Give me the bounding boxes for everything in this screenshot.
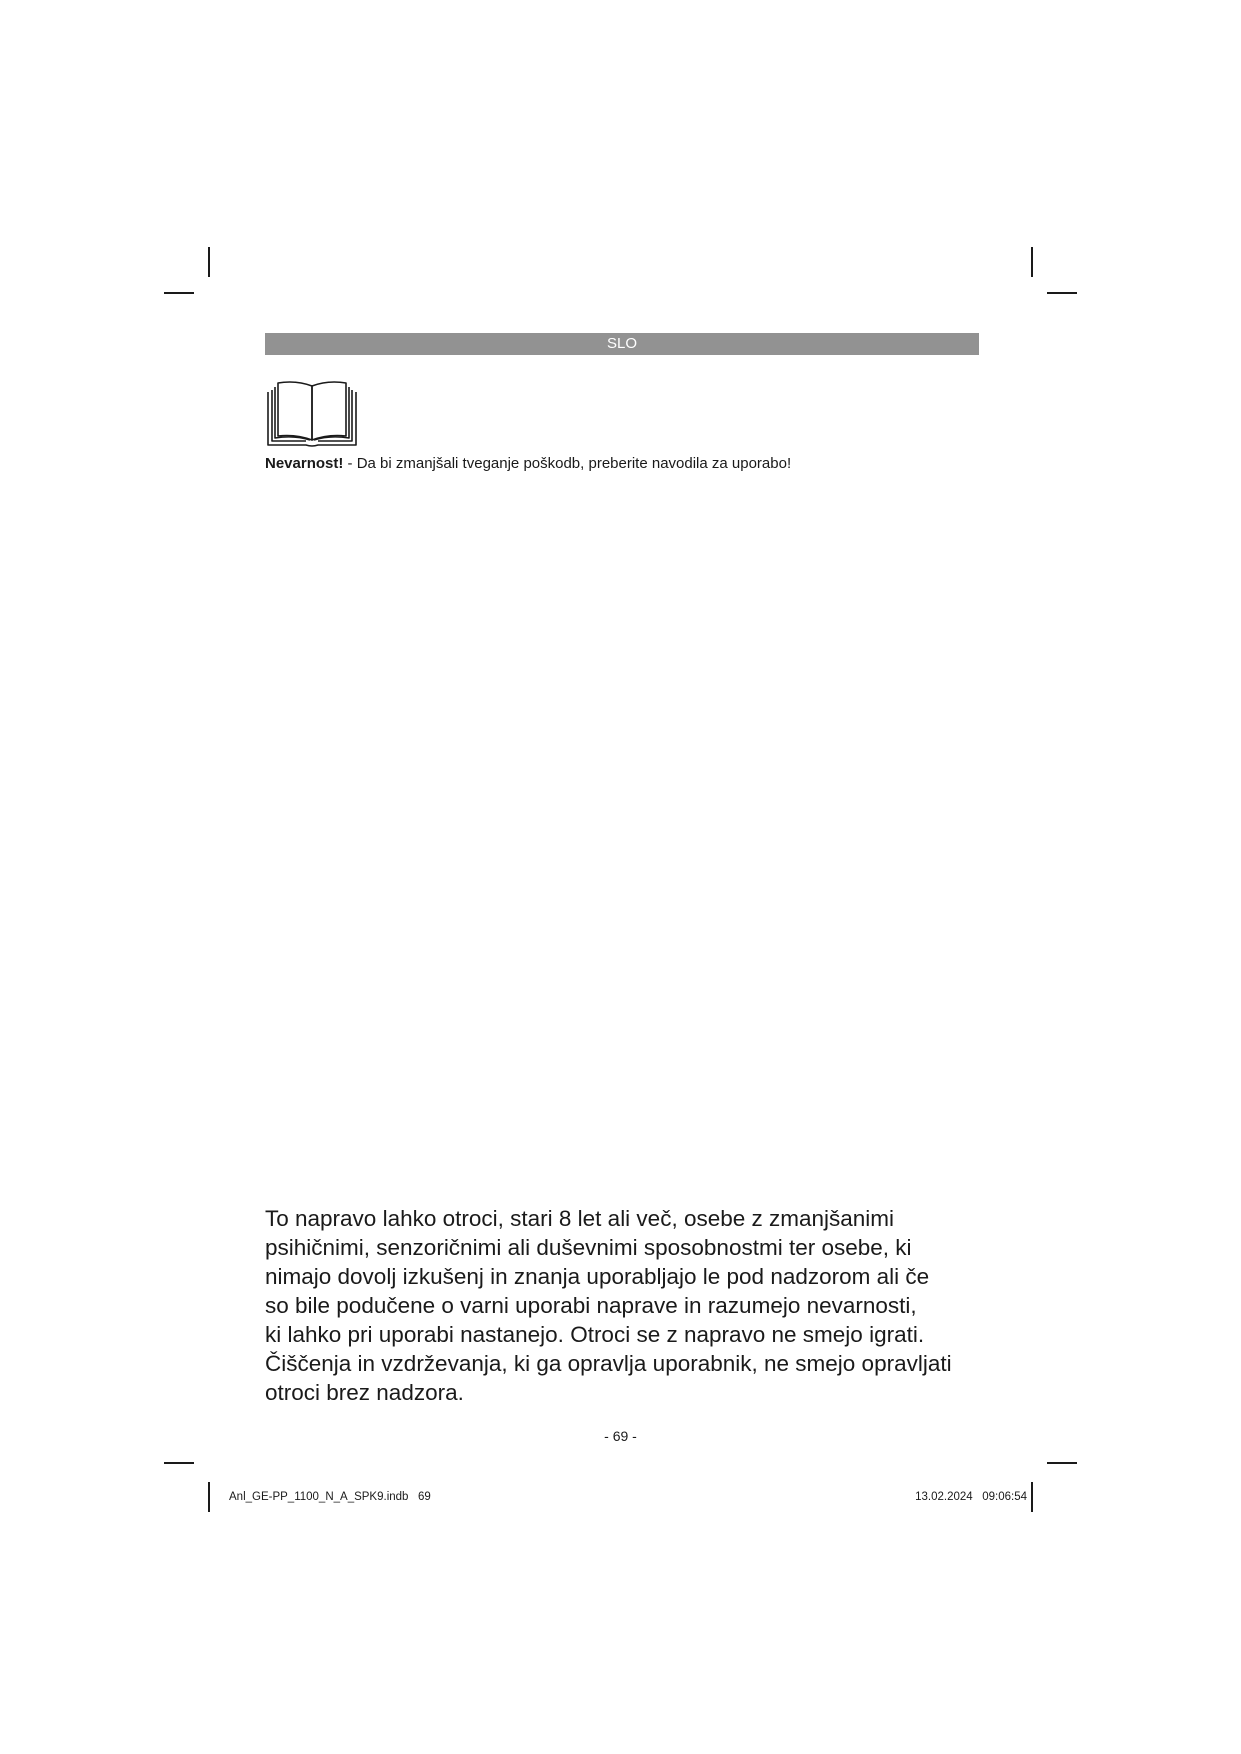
paragraph-line: Čiščenja in vzdrževanja, ki ga opravlja uporabnik, ne smejo opravljati — [265, 1351, 952, 1376]
crop-mark-top-right-vertical — [1031, 247, 1033, 277]
paragraph-line: otroci brez nadzora. — [265, 1380, 464, 1405]
book-icon — [266, 380, 358, 447]
danger-warning — [265, 454, 791, 474]
crop-mark-top-left-vertical — [208, 247, 210, 277]
warning-text: - Da bi zmanjšali tveganje poškodb, preberite navodila za uporabo! — [343, 455, 792, 472]
crop-mark-bottom-right-horizontal — [1047, 1462, 1077, 1464]
crop-mark-bottom-right-vertical — [1031, 1482, 1033, 1512]
crop-mark-bottom-left-horizontal — [164, 1462, 194, 1464]
crop-mark-bottom-left-vertical — [208, 1482, 210, 1512]
safety-paragraph — [265, 1204, 985, 1407]
footer-timestamp: 13.02.2024 09:06:54 — [915, 1491, 1027, 1503]
paragraph-line: so bile podučene o varni uporabi naprave in razumejo nevarnosti, — [265, 1293, 917, 1318]
paragraph-line: psihičnimi, senzoričnimi ali duševnimi sposobnostmi ter osebe, ki — [265, 1235, 912, 1260]
language-header-bar — [265, 333, 979, 355]
crop-mark-top-left-horizontal — [164, 292, 194, 294]
crop-mark-top-right-horizontal — [1047, 292, 1077, 294]
footer-file-name: Anl_GE-PP_1100_N_A_SPK9.indb 69 — [229, 1491, 431, 1503]
paragraph-line: ki lahko pri uporabi nastanejo. Otroci se z napravo ne smejo igrati. — [265, 1322, 925, 1347]
paragraph-line: To napravo lahko otroci, stari 8 let ali več, osebe z zmanjšanimi — [265, 1206, 895, 1231]
page-number: - 69 - — [604, 1428, 637, 1444]
paragraph-line: nimajo dovolj izkušenj in znanja uporabljajo le pod nadzorom ali če — [265, 1264, 930, 1289]
warning-label: Nevarnost! — [265, 455, 344, 472]
language-label: SLO — [606, 335, 637, 352]
